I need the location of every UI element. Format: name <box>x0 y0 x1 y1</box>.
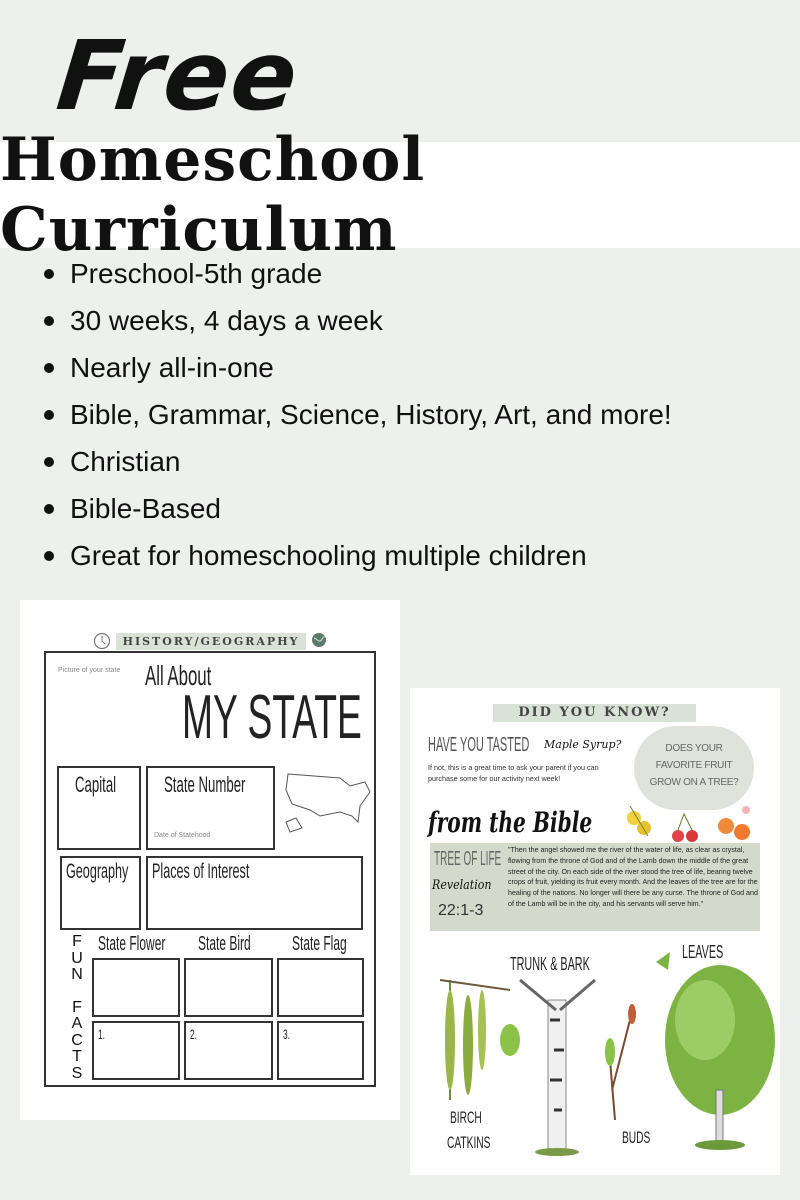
geography-label: Geography <box>66 860 129 883</box>
cloud-text: DOES YOUR FAVORITE FRUIT GROW ON A TREE? <box>649 743 739 788</box>
fact-box-2 <box>184 1021 273 1080</box>
capital-label: Capital <box>75 772 117 797</box>
list-item-text: Bible-Based <box>70 492 221 524</box>
clock-icon <box>93 632 111 650</box>
list-item <box>44 438 672 485</box>
date-hint: Date of Statehood <box>154 832 211 839</box>
bible-heading: from the Bible <box>428 806 593 839</box>
list-item <box>44 532 672 579</box>
feature-list <box>44 250 672 579</box>
fact-number: 1. <box>98 1026 106 1042</box>
buds-label: BUDS <box>622 1128 651 1147</box>
section-tag: DID YOU KNOW? <box>493 704 696 722</box>
leafy-tree <box>656 952 775 1150</box>
revelation-label: Revelation <box>432 878 492 893</box>
fun-facts-letter: C <box>71 1031 83 1049</box>
fun-facts-vertical <box>70 934 84 1082</box>
fact-box-1 <box>92 1021 180 1080</box>
birch-catkins <box>440 980 520 1100</box>
list-item-text: 30 weeks, 4 days a week <box>70 304 383 336</box>
birch-trunk <box>520 980 595 1156</box>
did-you-know-worksheet <box>410 688 780 1175</box>
fact-number: 2. <box>190 1026 198 1042</box>
fact-box-3 <box>277 1021 364 1080</box>
fun-facts-letter: T <box>72 1048 82 1065</box>
list-item-text: Nearly all-in-one <box>70 351 274 383</box>
title-band <box>0 125 800 265</box>
trunk-label: TRUNK & BARK <box>510 954 590 974</box>
leaves-label: LEAVES <box>682 942 724 962</box>
picture-hint: Picture of your state <box>58 667 121 674</box>
bullet-dot <box>44 504 54 514</box>
buds <box>605 1004 636 1120</box>
catkins-label: CATKINS <box>447 1133 491 1152</box>
fact-number: 3. <box>283 1026 291 1042</box>
section-tag: HISTORY/GEOGRAPHY <box>116 633 306 650</box>
list-item <box>44 485 672 532</box>
bullet-dot <box>44 410 54 420</box>
bird-label: State Bird <box>198 933 251 955</box>
birch-label: BIRCH <box>450 1108 482 1127</box>
my-state-worksheet <box>20 600 400 1120</box>
fruit-illustrations <box>622 796 762 846</box>
list-item <box>44 250 672 297</box>
maple-syrup-text: Maple Syrup? <box>544 738 622 751</box>
bullet-dot <box>44 457 54 467</box>
verse-text: "Then the angel showed me the river of the water of life, as clear as crystal, flowing from the throne of God and of the Lamb down the middle of the great street of the city. On each side of the river stood the tree of life, bearing twelve crops of fruit, yielding its fruit every month. And the leaves of the tree are for the healing of the nations. No longer will there be any curse. The throne of God and of the Lamb will be in the city, and his servants will serve him." <box>508 846 758 908</box>
flag-box <box>277 958 364 1017</box>
free-heading: Free <box>52 20 305 132</box>
title-small: All About <box>145 660 212 691</box>
bullet-dot <box>44 316 54 326</box>
tasted-heading: HAVE YOU TASTED <box>428 734 530 756</box>
page-title: Homeschool Curriculum <box>0 125 426 265</box>
flower-box <box>92 958 180 1017</box>
fun-facts-letter: F <box>72 933 82 950</box>
flower-label: State Flower <box>98 933 166 955</box>
fun-facts-letter: N <box>71 966 83 983</box>
state-number-label: State Number <box>164 772 246 797</box>
tasted-note: If not, this is a great time to ask your parent if you can purchase some for our activity next week! <box>428 763 599 783</box>
list-item <box>44 391 672 438</box>
list-item-text: Bible, Grammar, Science, History, Art, and more! <box>70 398 672 430</box>
list-item <box>44 344 672 391</box>
title-big: MY STATE <box>182 683 362 752</box>
list-item <box>44 297 672 344</box>
fun-facts-letter: F <box>72 998 82 1016</box>
globe-icon <box>310 632 328 650</box>
fun-facts-letter: U <box>71 949 83 967</box>
tree-of-life-label: TREE OF LIFE <box>434 848 502 870</box>
verse-reference: 22:1-3 <box>438 902 484 919</box>
bullet-dot <box>44 551 54 561</box>
fun-facts-letter: S <box>71 1064 83 1082</box>
bird-box <box>184 958 273 1017</box>
list-item-text: Preschool-5th grade <box>70 257 323 289</box>
flag-label: State Flag <box>292 933 347 955</box>
usa-map <box>280 766 376 838</box>
list-item-text: Great for homeschooling multiple children <box>70 539 587 571</box>
places-label: Places of Interest <box>152 860 250 883</box>
list-item-text: Christian <box>70 445 181 477</box>
bullet-dot <box>44 363 54 373</box>
bullet-dot <box>44 269 54 279</box>
fun-facts-letter: A <box>71 1015 83 1032</box>
